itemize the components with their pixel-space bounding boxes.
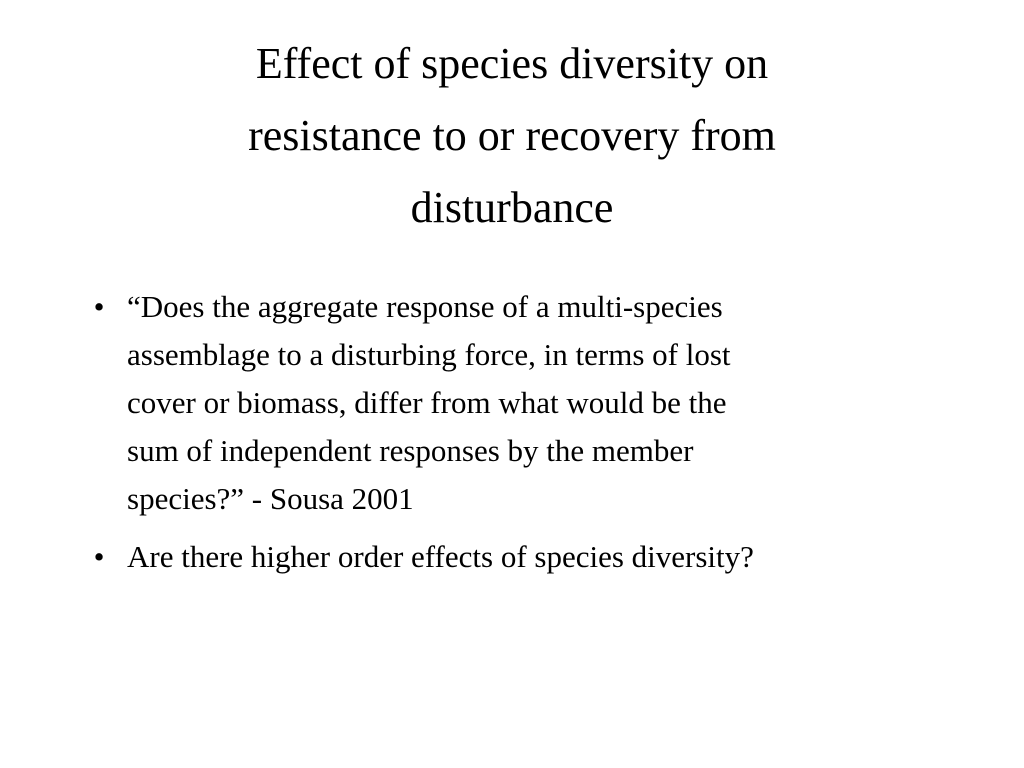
bullet-line: sum of independent responses by the member (127, 433, 694, 468)
slide-title (100, 28, 924, 244)
bullet-line: cover or biomass, differ from what would be the (127, 385, 727, 420)
title-line-3: disturbance (410, 183, 614, 232)
bullet-item-higher-order-effects (84, 533, 954, 581)
bullet-line: species?” - Sousa 2001 (127, 481, 414, 516)
bullet-list (84, 283, 954, 591)
bullet-item-sousa-quote (84, 283, 954, 523)
title-line-2: resistance to or recovery from (248, 111, 776, 160)
bullet-line: Are there higher order effects of species diversity? (127, 539, 754, 574)
bullet-icon: • (93, 539, 105, 574)
bullet-line: “Does the aggregate response of a multi-species (127, 289, 723, 324)
bullet-line: assemblage to a disturbing force, in terms of lost (127, 337, 731, 372)
bullet-icon: • (93, 289, 105, 324)
title-line-1: Effect of species diversity on (255, 39, 769, 88)
